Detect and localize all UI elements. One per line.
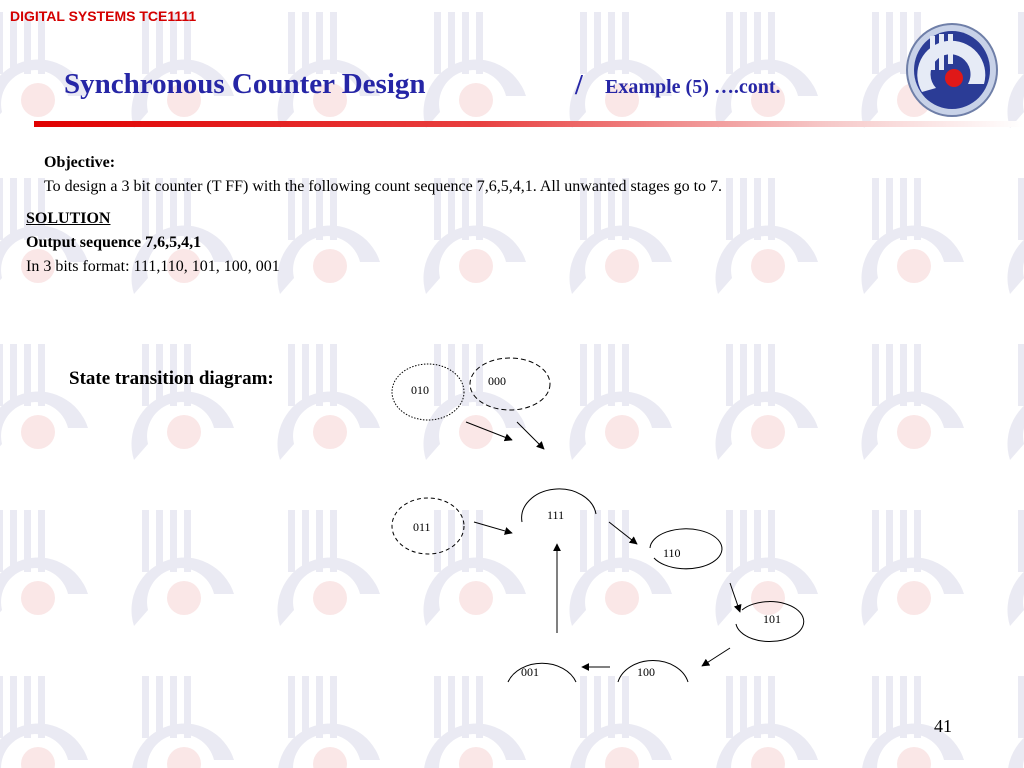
- state-100-label: 100: [637, 665, 655, 679]
- slide-subtitle: Example (5) ….cont.: [605, 76, 781, 98]
- bit-format: In 3 bits format: 111,110, 101, 100, 001: [26, 258, 280, 275]
- state-110-node: [650, 529, 722, 569]
- arrow-111-to-110: [609, 522, 637, 544]
- arrow-011-to-111: [474, 522, 512, 533]
- arrow-010-to-111: [466, 422, 512, 440]
- output-sequence: Output sequence 7,6,5,4,1: [26, 234, 202, 251]
- state-000-label: 000: [488, 374, 506, 388]
- state-011-label: 011: [413, 520, 431, 534]
- diagram-label: State transition diagram:: [69, 368, 274, 389]
- state-111-label: 111: [547, 508, 565, 522]
- objective-heading: Objective:: [44, 154, 116, 171]
- objective-text: To design a 3 bit counter (T FF) with the following count sequence 7,6,5,4,1. All unwanted stages go to 7.: [44, 178, 723, 195]
- state-000-node: [470, 358, 550, 410]
- title-separator: /: [575, 70, 583, 101]
- solution-heading: SOLUTION: [26, 210, 111, 227]
- slide-title: Synchronous Counter Design: [64, 68, 426, 100]
- state-001-node: [508, 663, 576, 682]
- page-number: 41: [934, 716, 952, 736]
- arrow-110-to-101: [730, 583, 740, 612]
- arrow-101-to-100: [702, 648, 730, 666]
- state-010-label: 010: [411, 383, 429, 397]
- arrow-000-to-111: [517, 422, 544, 449]
- state-001-label: 001: [521, 665, 539, 679]
- state-101-label: 101: [763, 612, 781, 626]
- state-110-label: 110: [663, 546, 681, 560]
- course-code: DIGITAL SYSTEMS TCE1111: [10, 8, 197, 24]
